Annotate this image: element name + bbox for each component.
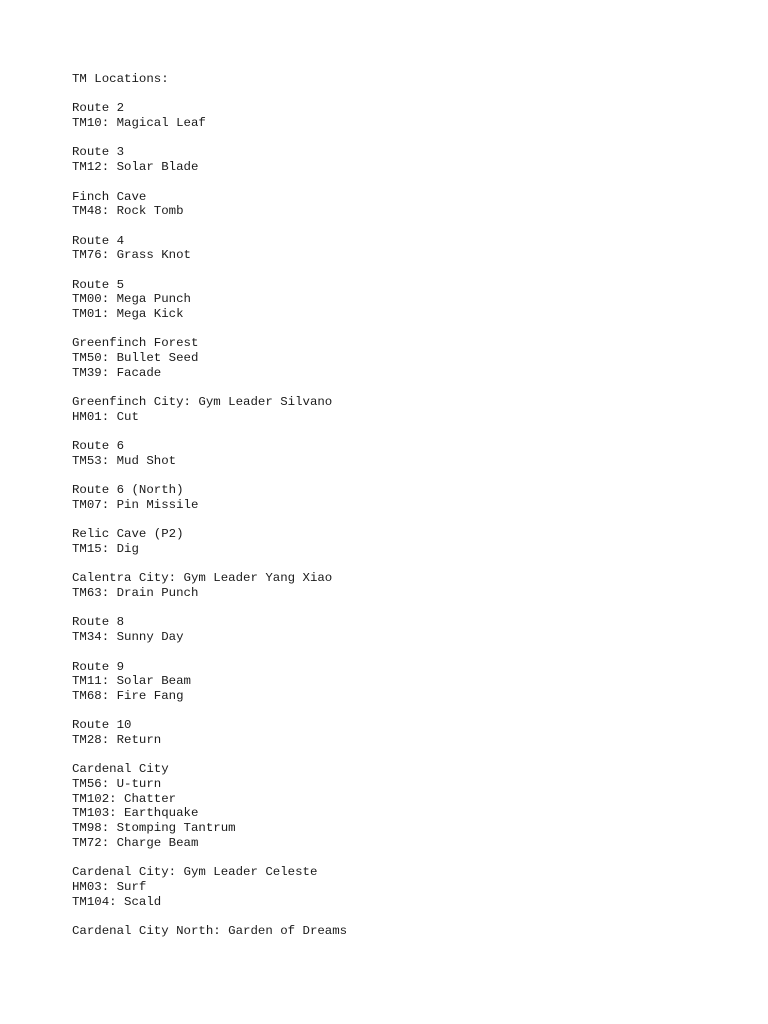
location-name: Route 6 bbox=[72, 439, 125, 454]
tm-entry: TM28: Return bbox=[72, 732, 162, 747]
location-name: Route 9 bbox=[72, 659, 125, 674]
tm-entry: TM39: Facade bbox=[72, 365, 162, 380]
tm-entry: TM12: Solar Blade bbox=[72, 160, 199, 175]
tm-entry: TM72: Charge Beam bbox=[72, 835, 199, 850]
tm-entry: TM01: Mega Kick bbox=[72, 307, 184, 321]
location-section bbox=[72, 718, 692, 747]
location-section bbox=[72, 145, 692, 174]
location-name: Route 2 bbox=[72, 101, 125, 116]
location-name: Cardenal City bbox=[72, 762, 169, 777]
location-name: Relic Cave (P2) bbox=[72, 527, 184, 542]
location-section bbox=[72, 865, 692, 909]
tm-entry: TM56: U-turn bbox=[72, 777, 162, 791]
tm-entry: TM104: Scald bbox=[72, 894, 162, 909]
location-name: Route 5 bbox=[72, 277, 125, 292]
tm-entry: TM10: Magical Leaf bbox=[72, 116, 206, 131]
location-section bbox=[72, 660, 692, 704]
location-section bbox=[72, 483, 692, 512]
location-section bbox=[72, 439, 692, 468]
location-section bbox=[72, 615, 692, 644]
tm-entry: HM01: Cut bbox=[72, 409, 139, 424]
tm-entry: TM07: Pin Missile bbox=[72, 497, 199, 512]
location-name: Route 4 bbox=[72, 233, 125, 248]
location-name: Route 8 bbox=[72, 615, 125, 630]
location-name: Route 3 bbox=[72, 145, 125, 160]
tm-entry: TM63: Drain Punch bbox=[72, 586, 199, 601]
tm-entry: TM98: Stomping Tantrum bbox=[72, 821, 236, 836]
tm-entry: TM11: Solar Beam bbox=[72, 674, 191, 689]
location-name: Cardenal City North: Garden of Dreams bbox=[72, 923, 348, 938]
location-section bbox=[72, 190, 692, 219]
document-page bbox=[72, 72, 692, 953]
tm-entry: TM76: Grass Knot bbox=[72, 248, 191, 263]
location-section bbox=[72, 527, 692, 556]
location-name: Cardenal City: Gym Leader Celeste bbox=[72, 865, 318, 880]
location-section bbox=[72, 101, 692, 130]
location-name: Route 6 (North) bbox=[72, 483, 184, 498]
tm-entry: TM34: Sunny Day bbox=[72, 630, 184, 645]
location-section bbox=[72, 395, 692, 424]
location-name: Greenfinch Forest bbox=[72, 336, 199, 351]
location-section bbox=[72, 924, 692, 939]
location-name: Route 10 bbox=[72, 718, 132, 733]
tm-entry: TM50: Bullet Seed bbox=[72, 351, 199, 366]
tm-entry: TM53: Mud Shot bbox=[72, 453, 177, 468]
tm-entry: HM03: Surf bbox=[72, 879, 147, 894]
tm-entry: TM102: Chatter bbox=[72, 791, 177, 806]
tm-entry: TM103: Earthquake bbox=[72, 806, 199, 821]
document-title: TM Locations: bbox=[72, 72, 169, 86]
tm-entry: TM48: Rock Tomb bbox=[72, 204, 184, 219]
location-name: Finch Cave bbox=[72, 189, 147, 204]
location-section bbox=[72, 571, 692, 600]
location-name: Greenfinch City: Gym Leader Silvano bbox=[72, 395, 333, 410]
tm-entry: TM68: Fire Fang bbox=[72, 688, 184, 703]
location-section bbox=[72, 336, 692, 380]
tm-entry: TM00: Mega Punch bbox=[72, 292, 191, 307]
location-section bbox=[72, 762, 692, 850]
location-section bbox=[72, 278, 692, 322]
location-section bbox=[72, 234, 692, 263]
tm-entry: TM15: Dig bbox=[72, 542, 139, 556]
location-name: Calentra City: Gym Leader Yang Xiao bbox=[72, 571, 333, 586]
